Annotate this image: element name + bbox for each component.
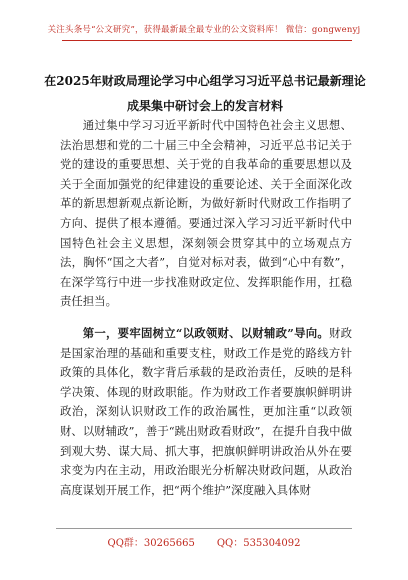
- document-body: [60, 116, 352, 500]
- document-title: 在2025年财政局理论学习中心组学习习近平总书记最新理论成果集中研讨会上的发言材料: [44, 74, 366, 113]
- qq-group-number: QQ群：30265665: [107, 538, 195, 549]
- bottom-divider: [56, 528, 352, 529]
- paragraph-intro: [60, 116, 352, 312]
- paragraph-point-one: [60, 324, 352, 500]
- paragraph-text: 通过集中学习习近平新时代中国特色社会主义思想、法治思想和党的二十届三中全会精神，习近平总书记关于党的建设的重要思想、关于党的自我革命的重要思想以及关于全面加强党的纪律建设的重要论述、关于全面深化改革的新思想新观点新论断，为做好新时代财政工作指明了方向、提供了根本遵循。要通过深入学习习近平新时代中国特色社会主义思想，深刻领会贯穿其中的立场观点方法，胸怀“国之大者”，自觉对标对表，做到“心中有数”，在深学笃行中进一步找准财政定位、发挥职能作用，扛稳责任担当。: [60, 118, 352, 309]
- qq-number: QQ：535304092: [216, 538, 301, 549]
- top-divider: [62, 40, 352, 41]
- paragraph-lead: 第一，要牢固树立“以政领财、以财辅政”导向。: [82, 325, 329, 340]
- top-promo-banner: 关注头条号“公文研究”，获得最新最全最专业的公文资料库！ 微信：gongwenyj: [47, 25, 361, 35]
- paragraph-text: 财政是国家治理的基础和重要支柱，财政工作是党的路线方针政策的具体化，数字背后承载的是政治责任，反映的是科学决策、体现的财政职能。作为财政工作者要旗帜鲜明讲政治，深刻认识财政工作的政治属性，更加注重“以政领财、以财辅政”，善于“跳出财政看财政”，在提升自我中做到观大势、谋大局、抓大事，把旗帜鲜明讲政治从外在要求变为内在主动，用政治眼光分析解决财政问题，从政治高度谋划开展工作，把“两个维护”深度融入具体财: [60, 325, 352, 497]
- bottom-contact-banner: [0, 534, 408, 549]
